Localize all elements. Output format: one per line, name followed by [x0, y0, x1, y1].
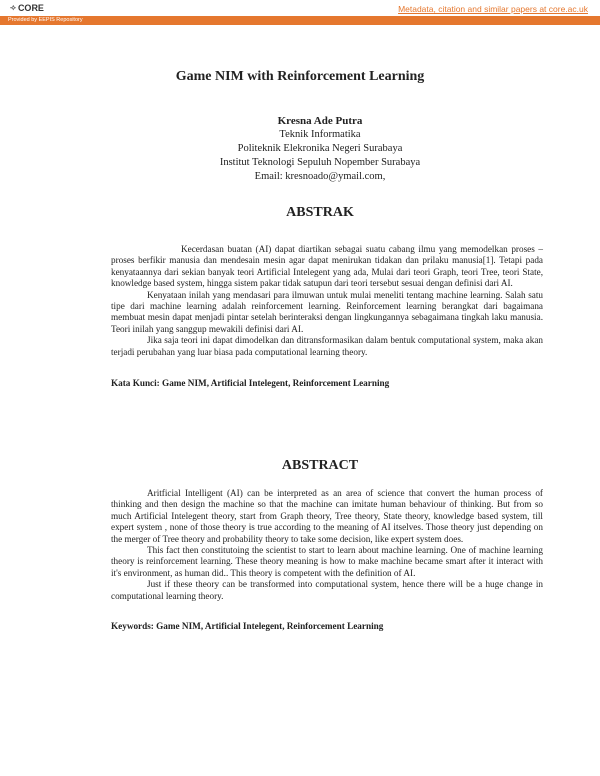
- abstract-paragraph: Aritficial Intelligent (AI) can be interpreted as an area of science that convert the human process of thinking and then design the machine so that the machine can imitate human behaviour of thinking. But from so much Artificial Intelegent theory, start from Graph theory, Tree theory, State theory, knowledge based system, till expert system , none of those theory is true according to the meaning of AI itselves. Those theory just depending on the merger of Tree theory and probability theory to take some decision, like expert system does.: [111, 488, 543, 544]
- abstrak-paragraph: Kecerdasan buatan (AI) dapat diartikan sebagai suatu cabang ilmu yang memodelkan proses – proses berfikir manusia dan mendesain mesin agar dapat menirukan tidakan dan prilaku manusia[1]. Tetapi pada kenyataannya dari sekian banyak teori Artificial Intelegent yang ada, Mulai dari teori Graph, teori Tree, teori State, knowledge based system, hingga sistem pakar tidak satupun dari teori tersebut sesuai dengan definisi dari AI.: [111, 244, 543, 289]
- core-logo-text: CORE: [17, 3, 44, 13]
- abstract-paragraph: Just if these theory can be transformed into computational system, hence there will be a huge change in computational learning theory.: [111, 579, 543, 601]
- author-affiliation: Teknik Informatika: [279, 129, 361, 140]
- abstract-paragraph: This fact then constitutoing the scientist to start to learn about machine learning. One of machine learning theory is reinforcement learning. These theory meaning is how to make machine became smart after it interact with it's environment, as human did.. This theory is competent with the definition of AI.: [111, 545, 543, 578]
- provided-by-text: Provided by EEPIS Repository: [8, 17, 83, 23]
- core-logo-icon: ⟢: [10, 3, 16, 12]
- core-metadata-link[interactable]: Metadata, citation and similar papers at core.ac.uk: [398, 4, 588, 14]
- abstrak-paragraph: Kenyataan inilah yang mendasari para ilmuwan untuk mulai meneliti tentang machine learning. Salah satu tipe dari machine learning adalah reinforcement learning. Reinforcement learning berangkat dari bagaimana membuat mesin dapat menjadi pintar setelah berinteraksi dengan lingkungannya sebagaimana tingkah laku manusia. Teori inilah yang sanggup mewakili definisi dari AI.: [111, 289, 543, 334]
- author-affiliation: Institut Teknologi Sepuluh Nopember Surabaya: [219, 157, 421, 168]
- author-block: [0, 114, 600, 184]
- abstrak-paragraph: Jika saja teori ini dapat dimodelkan dan ditransformasikan dalam bentuk computational system, maka akan terjadi perubahan yang luar biasa pada computational learning theory.: [111, 335, 543, 357]
- abstract-heading: ABSTRACT: [281, 458, 359, 473]
- core-logo[interactable]: [10, 3, 44, 13]
- abstrak-keywords: Kata Kunci: Game NIM, Artificial Intelegent, Reinforcement Learning: [111, 378, 390, 388]
- abstract-body: [111, 488, 543, 602]
- author-name: Kresna Ade Putra: [277, 115, 363, 127]
- provided-by-bar: [0, 16, 600, 25]
- paper-title: Game NIM with Reinforcement Learning: [175, 69, 425, 84]
- abstrak-body: [111, 244, 543, 358]
- author-email: Email: kresnoado@ymail.com,: [254, 171, 386, 182]
- core-header-bar: [0, 0, 600, 16]
- abstrak-heading: ABSTRAK: [286, 205, 354, 220]
- abstract-keywords: Keywords: Game NIM, Artificial Intelegent, Reinforcement Learning: [111, 621, 384, 631]
- author-affiliation: Politeknik Elekronika Negeri Surabaya: [237, 143, 403, 154]
